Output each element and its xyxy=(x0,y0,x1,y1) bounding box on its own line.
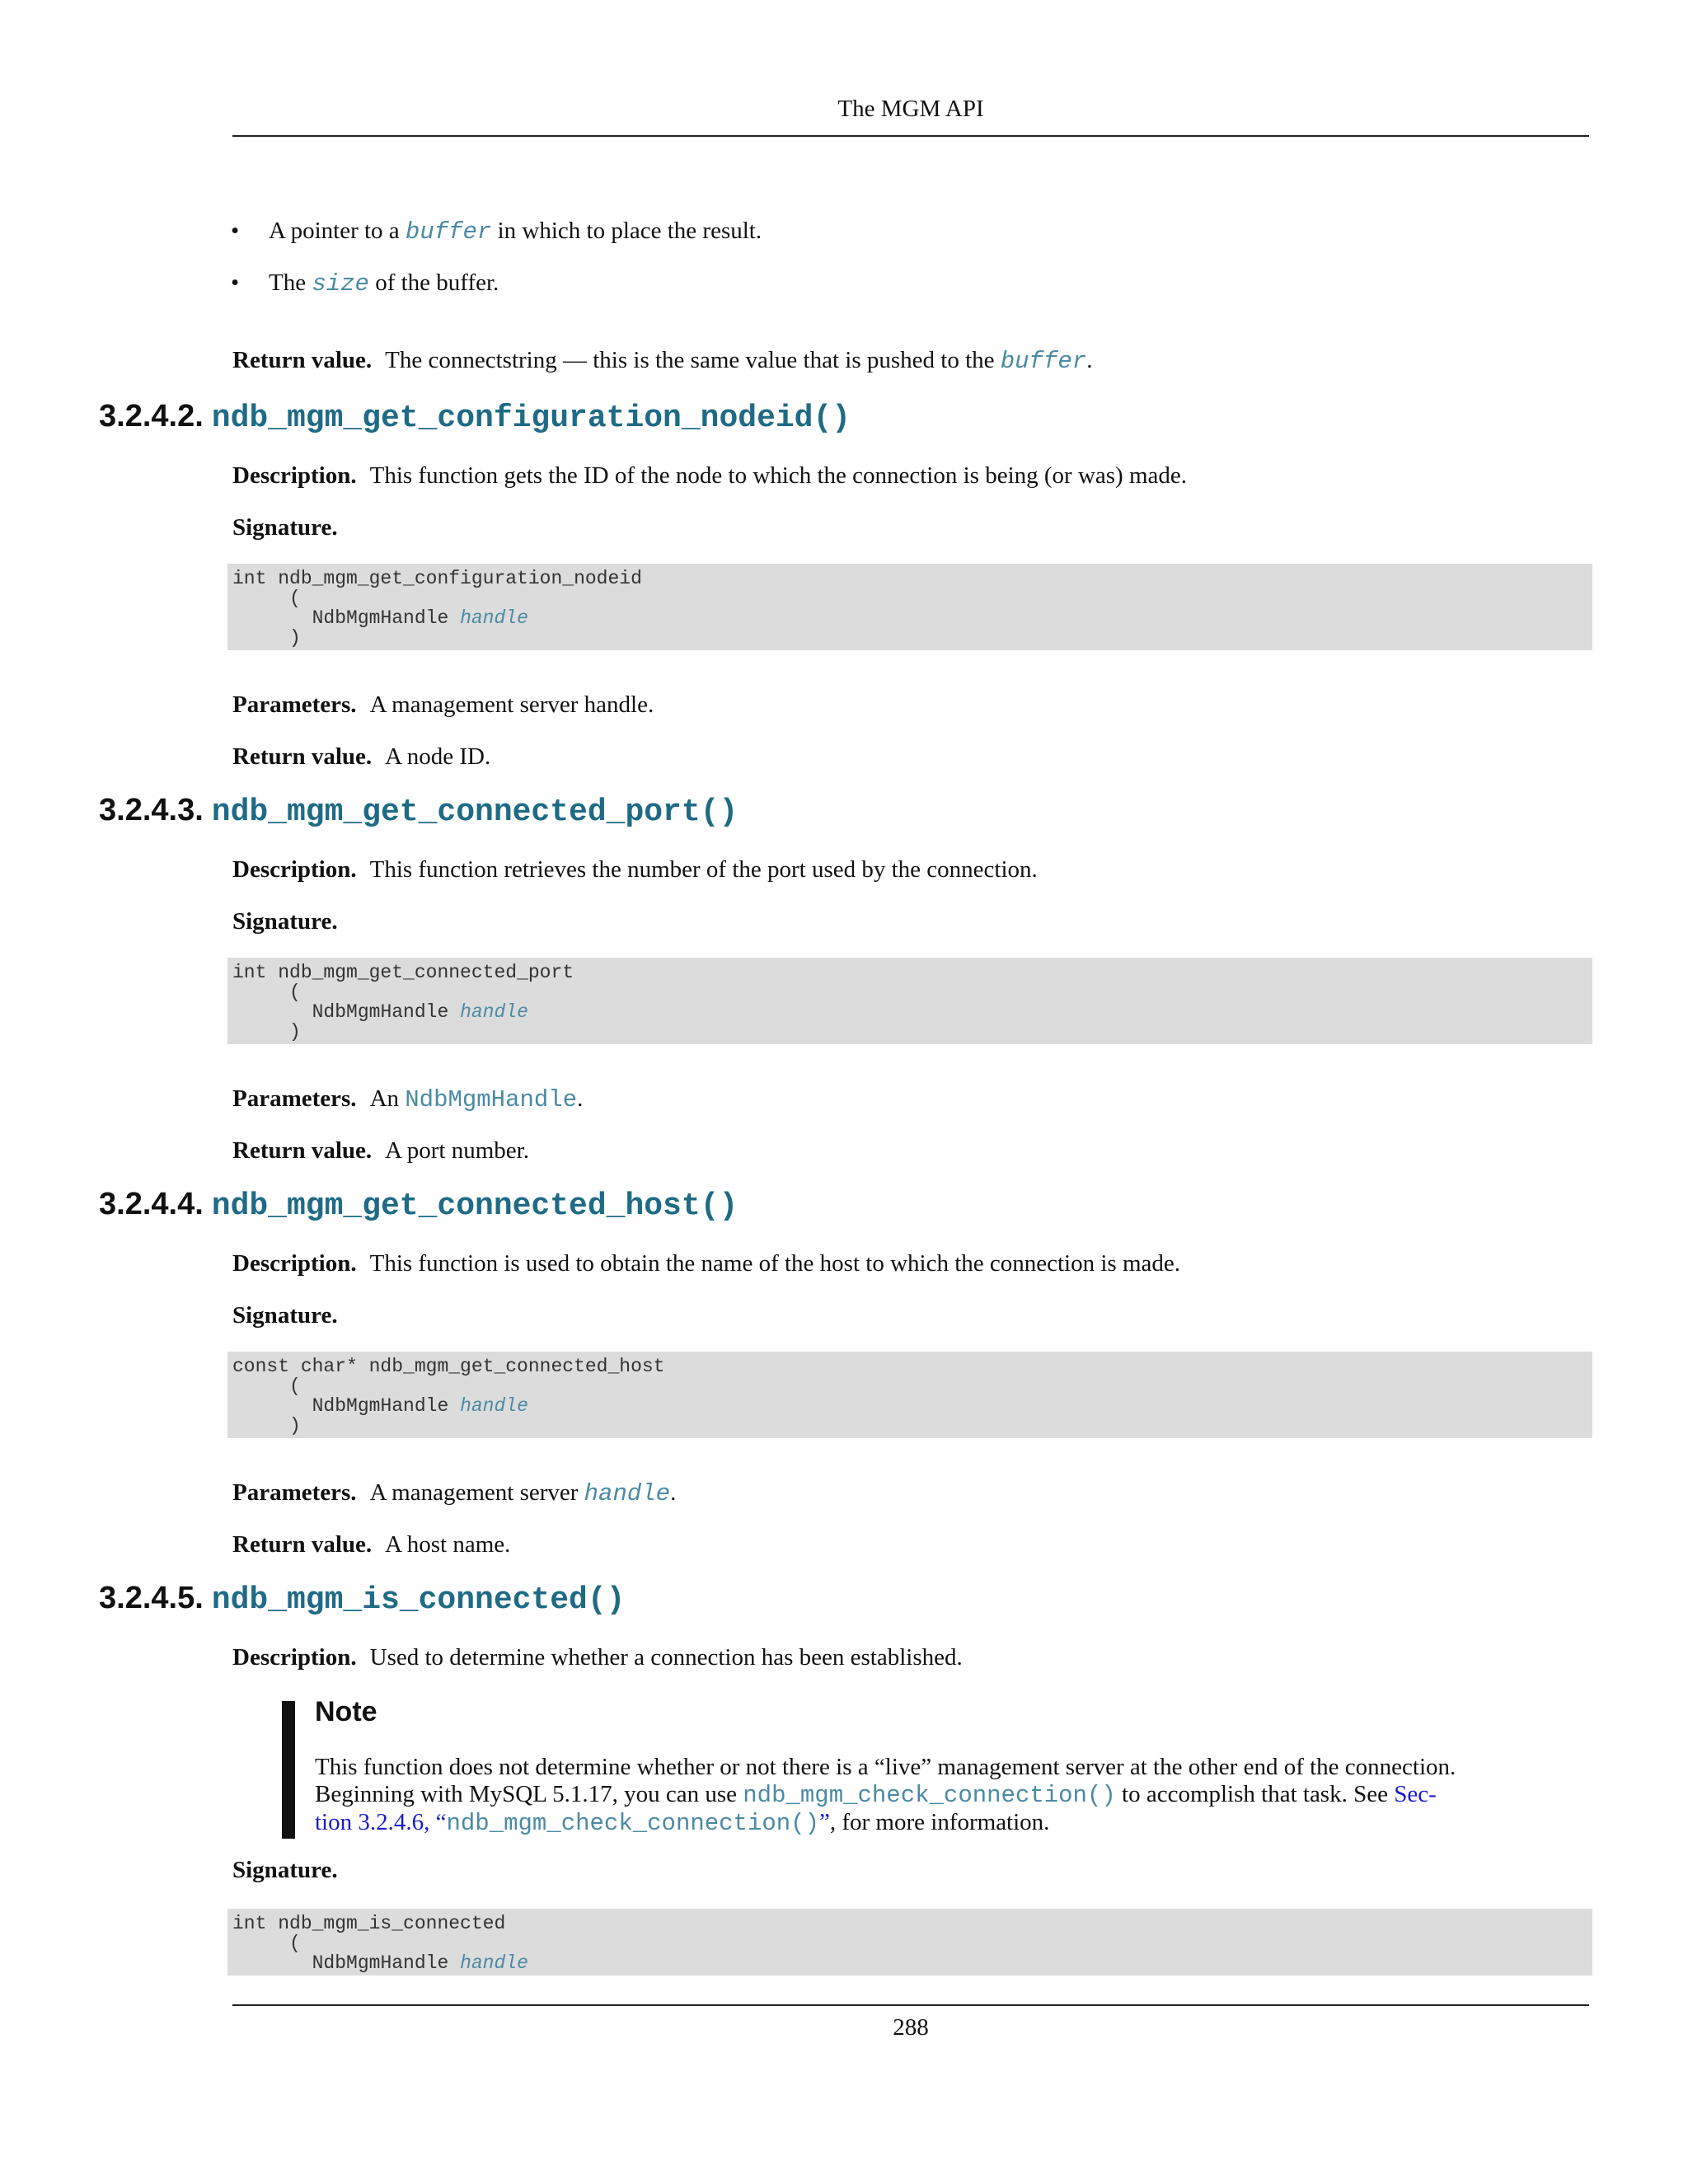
section-xref-link[interactable]: ” xyxy=(818,1809,830,1835)
note-line: This function does not determine whether or not there is a “live” management server at the other end of the connection. xyxy=(315,1754,1456,1780)
code-line: ( xyxy=(289,588,301,609)
return-text: A host name. xyxy=(385,1531,511,1558)
section-heading xyxy=(99,793,738,830)
parameters-paragraph xyxy=(232,691,654,719)
return-text: A node ID. xyxy=(385,743,491,770)
bullet-text: in which to place the result. xyxy=(497,218,762,244)
note-line xyxy=(315,1781,1485,1809)
return-label: Return value. xyxy=(232,1531,373,1558)
code-block xyxy=(227,1352,1592,1438)
section-number: 3.2.4.3. xyxy=(99,793,204,827)
description-paragraph xyxy=(232,462,1187,490)
parameters-label: Parameters. xyxy=(232,1479,357,1506)
note-text-part: , for more information. xyxy=(829,1809,1050,1835)
code-type: NdbMgmHandle xyxy=(312,1001,449,1023)
section-xref-link[interactable]: tion 3.2.4.6, “ xyxy=(315,1809,447,1835)
punctuation: . xyxy=(1086,347,1093,373)
signature-label: Signature. xyxy=(232,1302,338,1329)
parameters-text: A management server handle. xyxy=(369,691,654,718)
return-label: Return value. xyxy=(232,1137,373,1164)
return-label: Return value. xyxy=(232,743,373,770)
parameters-label: Parameters. xyxy=(232,1085,357,1112)
return-paragraph xyxy=(232,1531,510,1558)
description-paragraph xyxy=(232,1644,963,1671)
bullet-text: of the buffer. xyxy=(375,269,499,296)
check-connection-link[interactable]: ndb_mgm_check_connection() xyxy=(743,1782,1116,1809)
code-type: NdbMgmHandle xyxy=(312,1952,449,1974)
parameters-text: An xyxy=(369,1085,400,1112)
section-heading xyxy=(99,1581,625,1618)
code-line: ) xyxy=(289,1021,301,1043)
description-text: This function is used to obtain the name of the host to which the connection is made. xyxy=(369,1250,1181,1277)
page-number: 288 xyxy=(893,2014,929,2041)
bullet-item xyxy=(231,269,499,298)
code-line: int ndb_mgm_get_configuration_nodeid xyxy=(232,568,642,589)
description-text: This function gets the ID of the node to which the connection is being (or was) made. xyxy=(369,462,1188,489)
bullet-item xyxy=(231,218,762,246)
param-buffer: buffer xyxy=(405,218,492,246)
code-type: NdbMgmHandle xyxy=(312,607,449,629)
description-text: This function retrieves the number of the port used by the connection. xyxy=(369,856,1038,883)
section-number: 3.2.4.5. xyxy=(99,1581,204,1615)
footer-rule xyxy=(232,2004,1589,2006)
section-xref-link[interactable]: Sec- xyxy=(1394,1781,1437,1807)
code-line: ( xyxy=(289,982,301,1003)
code-line: ) xyxy=(289,627,301,649)
code-arg: handle xyxy=(460,1952,528,1974)
ndbmgmhandle-link[interactable]: NdbMgmHandle xyxy=(405,1086,578,1113)
description-paragraph xyxy=(232,856,1038,883)
punctuation: . xyxy=(577,1085,584,1112)
description-paragraph xyxy=(232,1250,1180,1277)
code-line: int ndb_mgm_is_connected xyxy=(232,1913,506,1934)
description-label: Description. xyxy=(232,1250,357,1277)
code-line: int ndb_mgm_get_connected_port xyxy=(232,962,574,983)
function-name[interactable]: ndb_mgm_get_configuration_nodeid() xyxy=(211,401,851,436)
code-line: const char* ndb_mgm_get_connected_host xyxy=(232,1356,665,1377)
function-name[interactable]: ndb_mgm_get_connected_host() xyxy=(211,1188,738,1224)
section-number: 3.2.4.2. xyxy=(99,399,204,434)
return-paragraph xyxy=(232,1137,529,1165)
bullet-dot: • xyxy=(231,269,240,296)
param-handle: handle xyxy=(584,1480,671,1507)
note-text-part: to accomplish that task. See xyxy=(1122,1781,1388,1807)
function-name[interactable]: ndb_mgm_is_connected() xyxy=(211,1582,626,1618)
description-label: Description. xyxy=(232,462,357,489)
signature-label: Signature. xyxy=(232,1857,338,1883)
description-text: Used to determine whether a connection has been established. xyxy=(369,1644,963,1671)
parameters-paragraph xyxy=(232,1479,676,1507)
intro-return-paragraph xyxy=(232,347,1092,375)
code-block xyxy=(227,564,1592,650)
code-type: NdbMgmHandle xyxy=(312,1395,449,1417)
code-line: ( xyxy=(289,1933,301,1954)
return-label: Return value. xyxy=(232,347,373,373)
bullet-dot: • xyxy=(231,218,240,244)
punctuation: . xyxy=(670,1479,677,1506)
note-text xyxy=(315,1754,1485,1837)
note-bar xyxy=(282,1701,295,1839)
signature-label: Signature. xyxy=(232,514,338,541)
bullet-text: The xyxy=(269,269,307,296)
return-text: A port number. xyxy=(385,1137,529,1164)
parameters-label: Parameters. xyxy=(232,691,357,718)
parameters-text: A management server xyxy=(369,1479,579,1506)
note-line xyxy=(315,1809,1485,1837)
section-xref-code[interactable]: ndb_mgm_check_connection() xyxy=(446,1810,819,1837)
code-block xyxy=(227,958,1592,1044)
code-arg: handle xyxy=(460,607,528,629)
code-line: ( xyxy=(289,1376,301,1397)
note-title: Note xyxy=(315,1696,377,1727)
code-block xyxy=(227,1909,1592,1975)
return-text: The connectstring — this is the same value that is pushed to the xyxy=(385,347,995,373)
code-arg: handle xyxy=(460,1395,528,1417)
parameters-paragraph xyxy=(232,1085,583,1113)
param-size: size xyxy=(312,270,369,298)
section-heading xyxy=(99,1187,738,1224)
section-heading xyxy=(99,399,851,436)
bullet-text: A pointer to a xyxy=(269,218,400,244)
code-line: ) xyxy=(289,1415,301,1436)
signature-label: Signature. xyxy=(232,908,338,935)
code-arg: handle xyxy=(460,1001,528,1023)
note-text-part: Beginning with MySQL 5.1.17, you can use xyxy=(315,1781,738,1807)
param-buffer: buffer xyxy=(1000,348,1087,375)
function-name[interactable]: ndb_mgm_get_connected_port() xyxy=(211,794,738,830)
header-rule xyxy=(232,135,1589,137)
running-header: The MGM API xyxy=(837,96,984,122)
description-label: Description. xyxy=(232,1644,357,1671)
section-number: 3.2.4.4. xyxy=(99,1187,204,1221)
description-label: Description. xyxy=(232,856,357,883)
return-paragraph xyxy=(232,743,490,771)
